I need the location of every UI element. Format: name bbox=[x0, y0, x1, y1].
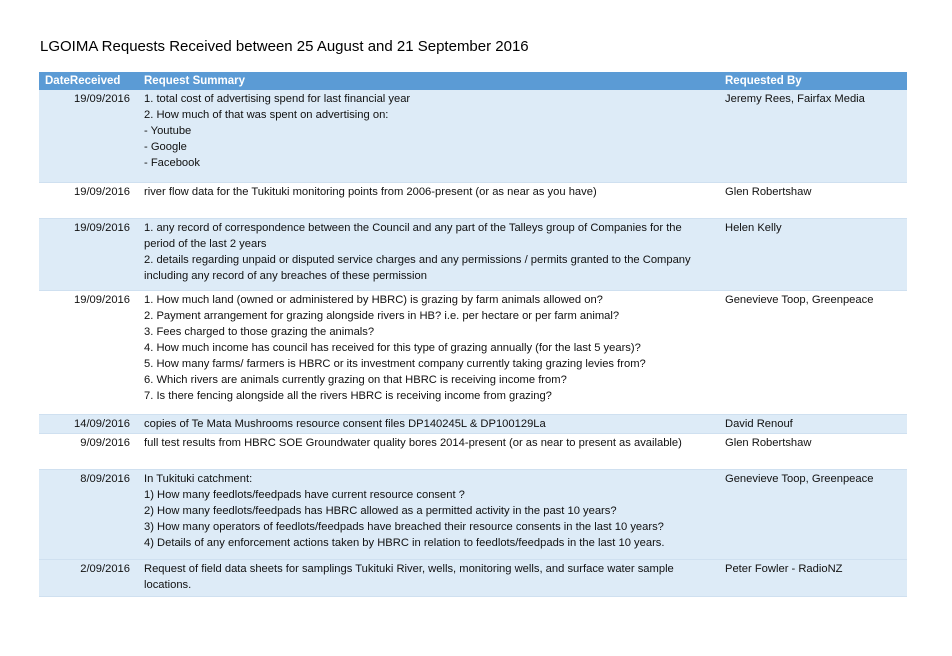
requested-by-cell: Genevieve Toop, Greenpeace bbox=[719, 469, 907, 559]
requested-by-cell: David Renouf bbox=[719, 414, 907, 433]
summary-line: full test results from HBRC SOE Groundwater quality bores 2014-present (or as near to present as available) bbox=[144, 436, 682, 449]
summary-line: 7. Is there fencing alongside all the rivers HBRC is receiving income from grazing? bbox=[144, 389, 552, 402]
column-header-date: DateReceived bbox=[39, 72, 138, 90]
summary-cell bbox=[138, 559, 719, 596]
summary-line: 2. How much of that was spent on advertising on: bbox=[144, 109, 389, 121]
table-row bbox=[39, 218, 907, 290]
summary-cell bbox=[138, 218, 719, 290]
summary-cell bbox=[138, 414, 719, 433]
summary-cell bbox=[138, 182, 719, 218]
requested-by-cell: Genevieve Toop, Greenpeace bbox=[719, 290, 907, 414]
table-row bbox=[39, 414, 907, 433]
date-cell: 9/09/2016 bbox=[39, 433, 138, 469]
requests-table bbox=[39, 72, 907, 597]
column-header-summary: Request Summary bbox=[138, 72, 719, 90]
table-row bbox=[39, 90, 907, 182]
summary-cell bbox=[138, 469, 719, 559]
table-row bbox=[39, 469, 907, 559]
summary-line: In Tukituki catchment: bbox=[144, 472, 253, 485]
summary-line: 1. any record of correspondence between the Council and any part of the Talleys group of Companies for the period of the last 2 years bbox=[144, 221, 682, 250]
requested-by-cell: Glen Robertshaw bbox=[719, 433, 907, 469]
summary-line: 1. How much land (owned or administered by HBRC) is grazing by farm animals allowed on? bbox=[144, 293, 603, 306]
page-title: LGOIMA Requests Received between 25 August and 21 September 2016 bbox=[40, 38, 529, 55]
summary-line: copies of Te Mata Mushrooms resource consent files DP140245L & DP100129La bbox=[144, 417, 546, 430]
summary-line: 3) How many operators of feedlots/feedpads have breached their resource consents in the last 10 years? bbox=[144, 520, 664, 533]
summary-line: - Facebook bbox=[144, 157, 200, 169]
requested-by-cell: Peter Fowler - RadioNZ bbox=[719, 559, 907, 596]
requested-by-cell: Glen Robertshaw bbox=[719, 182, 907, 218]
summary-line: 4. How much income has council has received for this type of grazing annually (for the last 5 years)? bbox=[144, 341, 641, 354]
date-cell: 8/09/2016 bbox=[39, 469, 138, 559]
summary-line: 2. Payment arrangement for grazing alongside rivers in HB? i.e. per hectare or per farm animal? bbox=[144, 309, 620, 322]
summary-line: river flow data for the Tukituki monitoring points from 2006-present (or as near as you have) bbox=[144, 185, 597, 198]
requested-by-cell: Helen Kelly bbox=[719, 218, 907, 290]
summary-line: 2. details regarding unpaid or disputed service charges and any permissions / permits granted to the Company including any record of any breaches of these permission bbox=[144, 253, 691, 282]
summary-cell bbox=[138, 433, 719, 469]
table-row bbox=[39, 559, 907, 596]
date-cell: 2/09/2016 bbox=[39, 559, 138, 596]
date-cell: 19/09/2016 bbox=[39, 90, 138, 182]
table-header-row bbox=[39, 72, 907, 90]
summary-line: 6. Which rivers are animals currently grazing on that HBRC is receiving income from? bbox=[144, 373, 567, 386]
summary-line: 4) Details of any enforcement actions taken by HBRC in relation to feedlots/feedpads in the last 10 years. bbox=[144, 536, 665, 549]
requested-by-cell: Jeremy Rees, Fairfax Media bbox=[719, 90, 907, 182]
table-row bbox=[39, 182, 907, 218]
summary-line: 3. Fees charged to those grazing the animals? bbox=[144, 325, 375, 338]
summary-cell bbox=[138, 90, 719, 182]
date-cell: 19/09/2016 bbox=[39, 290, 138, 414]
summary-line: 5. How many farms/ farmers is HBRC or its investment company currently taking grazing levies from? bbox=[144, 357, 646, 370]
summary-line: 1. total cost of advertising spend for last financial year bbox=[144, 93, 411, 105]
summary-line: 1) How many feedlots/feedpads have current resource consent ? bbox=[144, 488, 465, 501]
column-header-requested-by: Requested By bbox=[719, 72, 907, 90]
summary-line: 2) How many feedlots/feedpads has HBRC allowed as a permitted activity in the past 10 years? bbox=[144, 504, 617, 517]
summary-cell bbox=[138, 290, 719, 414]
summary-line: - Google bbox=[144, 141, 187, 153]
date-cell: 19/09/2016 bbox=[39, 218, 138, 290]
date-cell: 14/09/2016 bbox=[39, 414, 138, 433]
table-row bbox=[39, 433, 907, 469]
table-row bbox=[39, 290, 907, 414]
summary-line: Request of field data sheets for samplings Tukituki River, wells, monitoring wells, and surface water sample locations. bbox=[144, 562, 674, 591]
date-cell: 19/09/2016 bbox=[39, 182, 138, 218]
summary-line: - Youtube bbox=[144, 125, 192, 137]
